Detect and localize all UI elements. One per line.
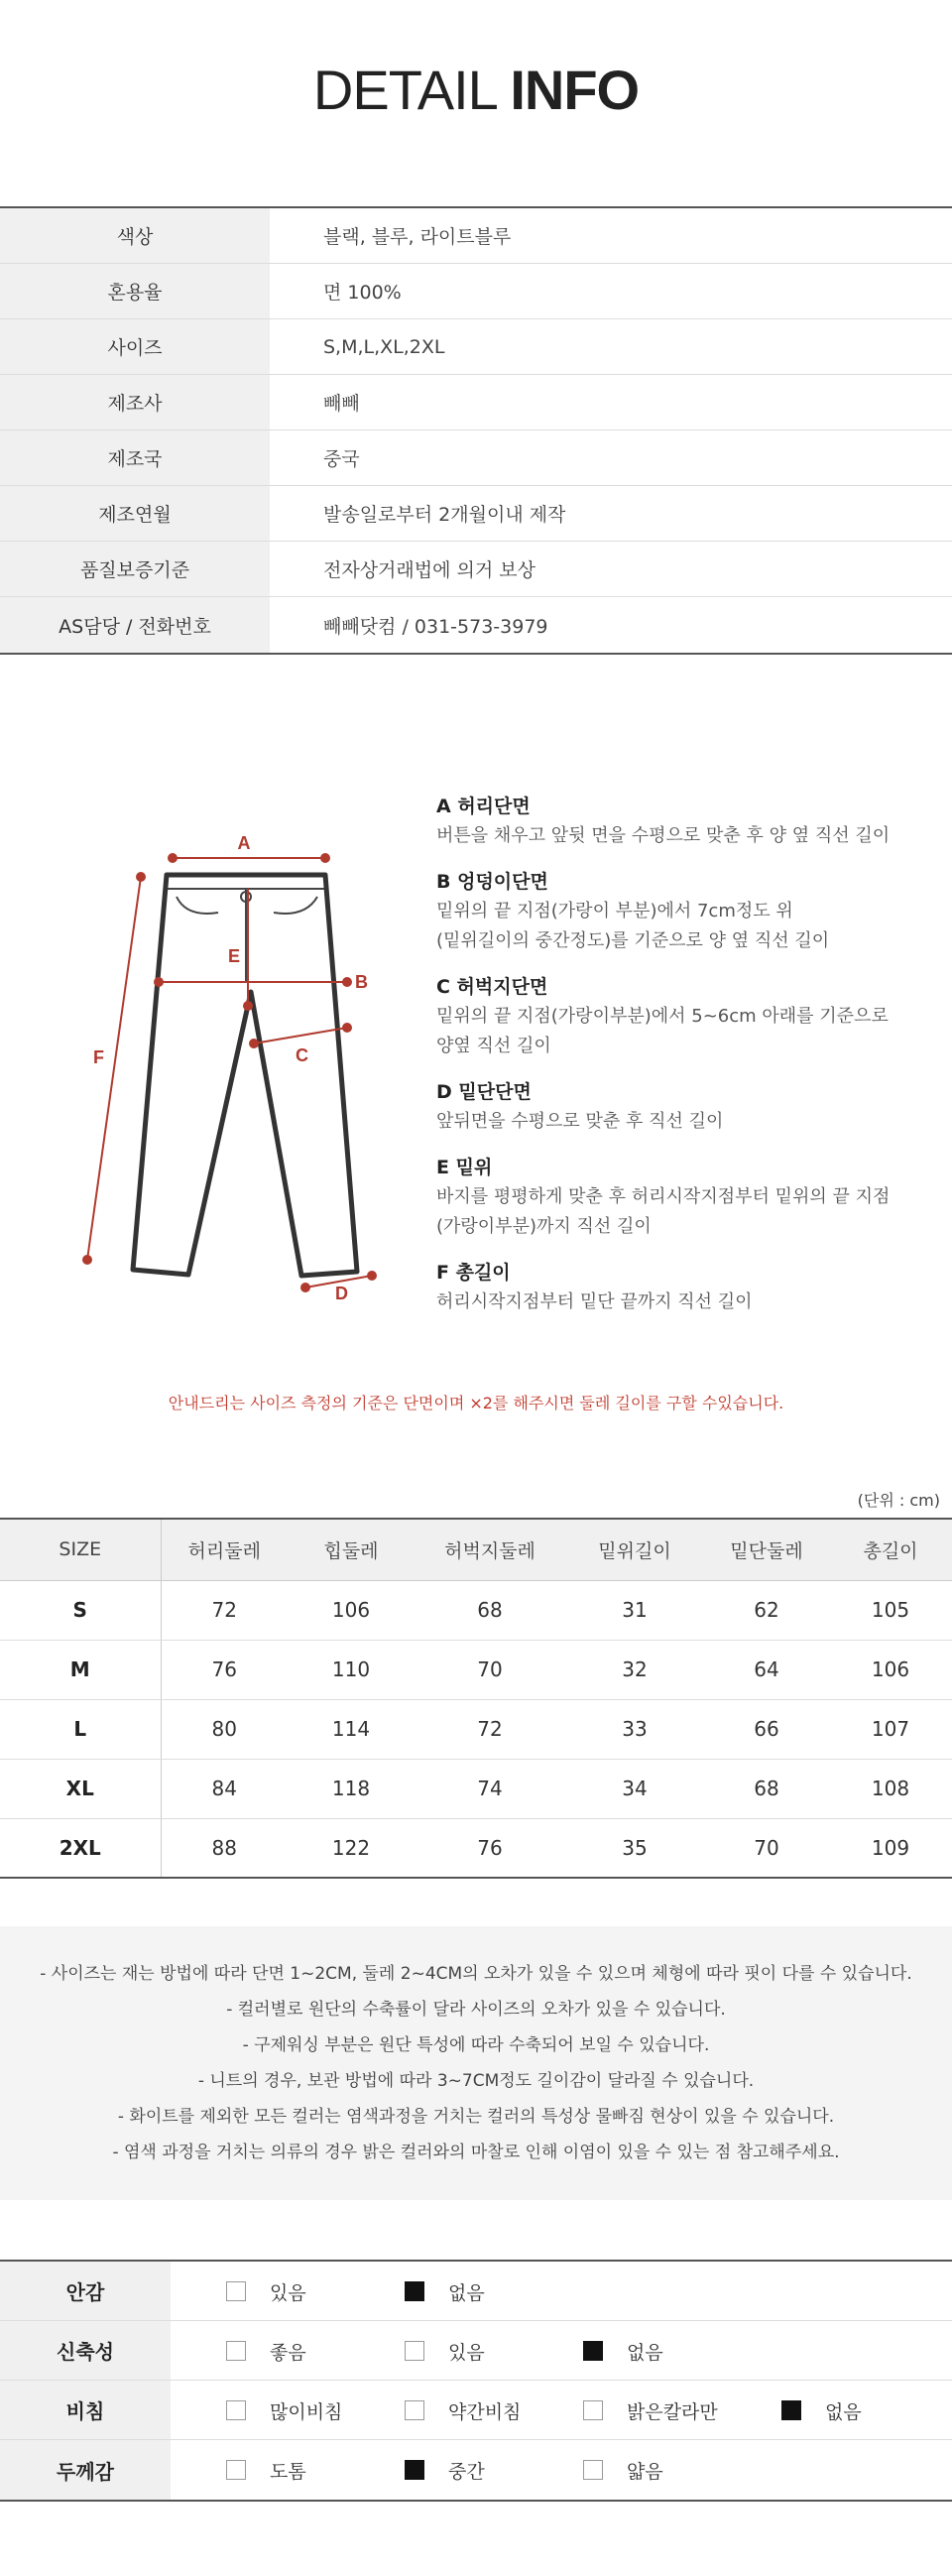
size-cell: 122 — [331, 1835, 371, 1860]
info-value: 면 100% — [323, 282, 402, 304]
info-value: 블랙, 블루, 라이트블루 — [323, 226, 512, 248]
empty-box-icon — [583, 2400, 603, 2420]
measure-desc-text: (밑위길이의 중간정도)를 기준으로 양 옆 직선 길이 — [436, 930, 830, 951]
info-value: 발송일로부터 2개월이내 제작 — [323, 504, 566, 526]
measure-desc-text: 밑위의 끝 지점(가랑이부분)에서 5~6cm 아래를 기준으로 — [436, 1006, 889, 1027]
info-value: S,M,L,XL,2XL — [323, 335, 445, 358]
size-cell: 74 — [415, 1759, 565, 1818]
size-cell: 70 — [754, 1835, 779, 1860]
size-cell: 114 — [288, 1699, 415, 1759]
measure-desc-text: 바지를 평평하게 맞춘 후 허리시작지점부터 밑위의 끝 지점 — [436, 1186, 891, 1207]
size-header-cell: 밑위길이 — [565, 1519, 704, 1580]
size-cell: 106 — [829, 1640, 952, 1699]
size-cell: 62 — [704, 1580, 829, 1640]
size-header-cell: 허벅지둘레 — [415, 1519, 565, 1580]
measure-descriptions — [436, 792, 932, 1333]
info-value: 중국 — [323, 448, 360, 470]
size-cell: 33 — [565, 1699, 704, 1759]
info-row — [0, 208, 952, 264]
feature-option — [781, 2381, 862, 2440]
measure-desc-item — [436, 1077, 932, 1137]
feature-option-label: 밝은칼라만 — [627, 2400, 718, 2423]
measure-desc-item — [436, 972, 932, 1061]
size-cell: 64 — [704, 1640, 829, 1699]
info-label: 제조연월 — [0, 486, 270, 541]
measure-desc-head: C 허벅지단면 — [436, 976, 548, 998]
measure-desc-head: F 총길이 — [436, 1262, 511, 1284]
size-cell: 34 — [565, 1759, 704, 1818]
size-cell: XL — [0, 1759, 161, 1818]
size-cell: 84 — [161, 1759, 288, 1818]
feature-option-label: 없음 — [825, 2400, 862, 2423]
feature-option — [583, 2321, 663, 2381]
checked-box-icon — [781, 2400, 801, 2420]
label-e: E — [228, 946, 241, 966]
size-cell: 68 — [415, 1580, 565, 1640]
info-table — [0, 206, 952, 655]
feature-option — [226, 2321, 306, 2381]
size-cell: 107 — [829, 1699, 952, 1759]
measure-desc-item — [436, 867, 932, 956]
feature-options — [171, 2321, 952, 2380]
info-row — [0, 597, 952, 653]
feature-option — [226, 2262, 306, 2321]
empty-box-icon — [226, 2281, 246, 2301]
feature-option-label: 없음 — [627, 2341, 663, 2364]
info-label: 제조사 — [0, 375, 270, 429]
checked-box-icon — [405, 2281, 424, 2301]
unit-label: (단위 : cm) — [857, 1491, 940, 1510]
size-cell: 32 — [565, 1640, 704, 1699]
size-table — [0, 1518, 952, 1879]
page-title — [0, 58, 952, 122]
feature-option — [226, 2381, 342, 2440]
empty-box-icon — [226, 2400, 246, 2420]
size-header-cell: 총길이 — [829, 1519, 952, 1580]
table-row — [0, 1580, 952, 1640]
measure-desc-head: D 밑단단면 — [436, 1081, 532, 1103]
size-cell: 72 — [161, 1580, 288, 1640]
title-bold: INFO — [510, 59, 640, 121]
measure-desc-text: 앞뒤면을 수평으로 맞춘 후 직선 길이 — [436, 1111, 724, 1132]
measure-desc-text: 밑위의 끝 지점(가랑이 부분)에서 7cm정도 위 — [436, 901, 793, 921]
size-cell: 31 — [565, 1580, 704, 1640]
size-cell: 118 — [288, 1759, 415, 1818]
feature-option-label: 없음 — [448, 2281, 485, 2304]
size-cell: L — [0, 1699, 161, 1759]
size-cell: 2XL — [0, 1818, 161, 1878]
size-cell: 66 — [704, 1699, 829, 1759]
label-c: C — [296, 1045, 308, 1065]
label-d: D — [335, 1284, 348, 1303]
size-cell: S — [0, 1580, 161, 1640]
feature-option — [405, 2381, 521, 2440]
measure-desc-text: 양옆 직선 길이 — [436, 1036, 551, 1056]
table-row — [0, 1759, 952, 1818]
empty-box-icon — [226, 2460, 246, 2480]
info-row — [0, 264, 952, 319]
measure-desc-text: 버튼을 채우고 앞뒷 면을 수평으로 맞춘 후 양 옆 직선 길이 — [436, 825, 891, 846]
empty-box-icon — [405, 2400, 424, 2420]
info-label: 혼용율 — [0, 264, 270, 318]
title-light: DETAIL — [312, 59, 511, 121]
notes-box — [0, 1926, 952, 2200]
feature-option — [583, 2440, 663, 2500]
measure-desc-item — [436, 1153, 932, 1242]
info-value: 빼빼 — [323, 393, 360, 415]
size-header-cell: 힙둘레 — [288, 1519, 415, 1580]
info-value: 빼빼닷컴 / 031-573-3979 — [323, 615, 548, 638]
measure-desc-head: E 밑위 — [436, 1157, 493, 1178]
label-b: B — [355, 972, 368, 992]
feature-options — [171, 2381, 952, 2439]
feature-row — [0, 2381, 952, 2440]
empty-box-icon — [405, 2341, 424, 2361]
size-cell: 88 — [211, 1835, 237, 1860]
measure-desc-head: A 허리단면 — [436, 796, 531, 817]
feature-option — [405, 2321, 485, 2381]
empty-box-icon — [226, 2341, 246, 2361]
size-cell: 108 — [829, 1759, 952, 1818]
size-cell: M — [0, 1640, 161, 1699]
label-f: F — [93, 1047, 104, 1067]
note-line: - 사이즈는 재는 방법에 따라 단면 1~2CM, 둘레 2~4CM의 오차가 있을 수 있으며 체형에 따라 핏이 다를 수 있습니다. — [40, 1964, 912, 1984]
feature-option — [583, 2381, 718, 2440]
feature-options — [171, 2262, 952, 2320]
info-row — [0, 375, 952, 430]
feature-row — [0, 2321, 952, 2381]
feature-option — [405, 2262, 485, 2321]
info-label: 제조국 — [0, 430, 270, 485]
size-cell: 70 — [415, 1640, 565, 1699]
size-cell: 106 — [288, 1580, 415, 1640]
table-row — [0, 1699, 952, 1759]
note-line: - 화이트를 제외한 모든 컬러는 염색과정을 거치는 컬러의 특성상 물빠짐 현상이 있을 수 있습니다. — [117, 2107, 835, 2127]
size-cell: 72 — [415, 1699, 565, 1759]
feature-option-label: 있음 — [448, 2341, 485, 2364]
info-label: 사이즈 — [0, 319, 270, 374]
size-cell: 80 — [161, 1699, 288, 1759]
note-line: - 니트의 경우, 보관 방법에 따라 3~7CM정도 길이감이 달라질 수 있습니다. — [197, 2071, 755, 2091]
info-label: 품질보증기준 — [0, 542, 270, 596]
size-cell: 68 — [704, 1759, 829, 1818]
feature-row — [0, 2440, 952, 2500]
measure-desc-item — [436, 792, 932, 851]
note-line: - 염색 과정을 거치는 의류의 경우 밝은 컬러와의 마찰로 인해 이염이 있을 수 있는 점 참고해주세요. — [112, 2143, 840, 2162]
feature-option — [226, 2440, 306, 2500]
size-cell: 76 — [477, 1835, 503, 1860]
feature-option-label: 중간 — [448, 2460, 485, 2483]
checked-box-icon — [405, 2460, 424, 2480]
measure-desc-head: B 엉덩이단면 — [436, 871, 548, 893]
measure-desc-text: 허리시작지점부터 밑단 끝까지 직선 길이 — [436, 1291, 753, 1312]
feature-options — [171, 2440, 952, 2500]
info-row — [0, 486, 952, 542]
size-cell: 110 — [288, 1640, 415, 1699]
table-row — [0, 1818, 952, 1878]
info-row — [0, 542, 952, 597]
feature-option-label: 많이비침 — [270, 2400, 343, 2423]
table-row — [0, 1640, 952, 1699]
size-cell: 105 — [829, 1580, 952, 1640]
size-cell: 109 — [871, 1835, 910, 1860]
size-cell: 76 — [161, 1640, 288, 1699]
info-row — [0, 430, 952, 486]
info-label: 색상 — [0, 208, 270, 263]
measure-c-line — [254, 1028, 347, 1043]
note-line: - 컬러별로 원단의 수축률이 달라 사이즈의 오차가 있을 수 있습니다. — [226, 2000, 726, 2020]
empty-box-icon — [583, 2460, 603, 2480]
feature-option-label: 약간비침 — [448, 2400, 522, 2423]
pants-diagram — [69, 794, 407, 1309]
feature-option-label: 도톰 — [270, 2460, 306, 2483]
feature-option-label: 있음 — [270, 2281, 306, 2304]
info-row — [0, 319, 952, 375]
size-header-cell: 허리둘레 — [161, 1519, 288, 1580]
feature-option-label: 얇음 — [627, 2460, 663, 2483]
label-a: A — [237, 833, 251, 853]
size-header-row — [0, 1519, 952, 1580]
feature-option-label: 좋음 — [270, 2341, 306, 2364]
feature-table — [0, 2260, 952, 2502]
measure-desc-item — [436, 1258, 932, 1317]
size-header-cell: 밑단둘레 — [704, 1519, 829, 1580]
feature-row — [0, 2262, 952, 2321]
measure-f-line — [87, 877, 141, 1260]
info-value: 전자상거래법에 의거 보상 — [323, 559, 536, 581]
note-line: - 구제워싱 부분은 원단 특성에 따라 수축되어 보일 수 있습니다. — [242, 2035, 710, 2055]
feature-option — [405, 2440, 485, 2500]
measure-note: 안내드리는 사이즈 측정의 기준은 단면이며 ×2를 해주시면 둘레 길이를 구할 수있습니다. — [168, 1394, 784, 1412]
size-header-cell: SIZE — [0, 1519, 161, 1580]
feature-label: 비침 — [0, 2381, 171, 2439]
feature-label: 두께감 — [0, 2440, 171, 2500]
info-label: AS담당 / 전화번호 — [0, 597, 270, 653]
checked-box-icon — [583, 2341, 603, 2361]
feature-label: 신축성 — [0, 2321, 171, 2380]
measure-desc-text: (가랑이부분)까지 직선 길이 — [436, 1216, 652, 1237]
feature-label: 안감 — [0, 2262, 171, 2320]
size-cell: 35 — [622, 1835, 648, 1860]
